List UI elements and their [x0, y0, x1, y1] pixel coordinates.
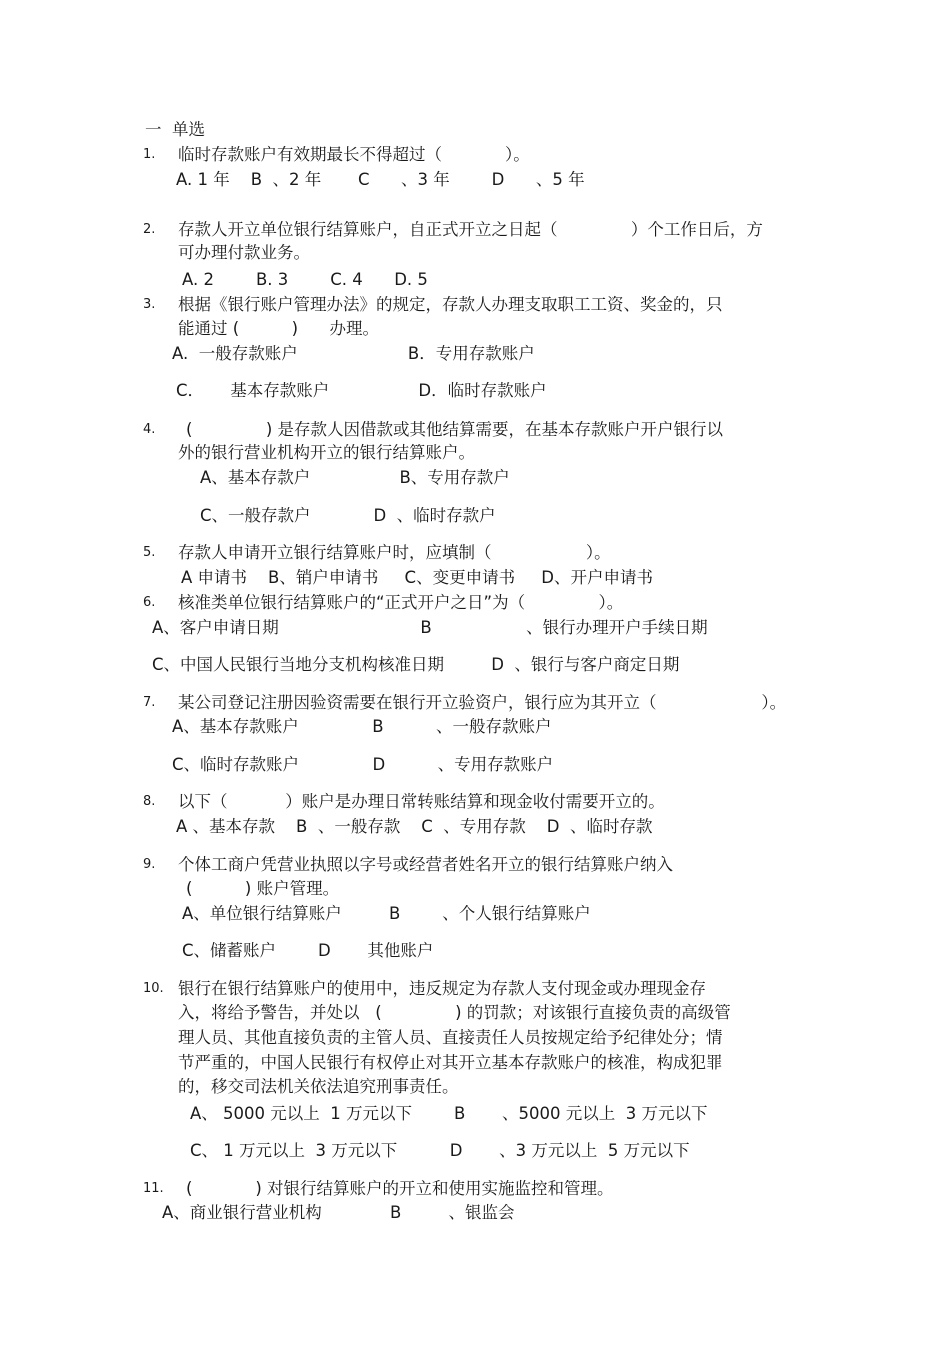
question-10-stem-line-3: 理人员、其他直接负责的主管人员、直接责任人员按规定给予纪律处分；情 — [178, 1028, 723, 1047]
question-2-stem-line-1: 存款人开立单位银行结算账户，自正式开立之日起（ ）个工作日后，方 — [178, 220, 763, 239]
question-3-stem-line-1: 根据《银行账户管理办法》的规定，存款人办理支取职工工资、奖金的，只 — [178, 295, 723, 314]
question-8-options: A 、基本存款 B 、一般存款 C 、专用存款 D 、临时存款 — [176, 817, 653, 836]
question-11-options: A、商业银行营业机构 B 、银监会 — [162, 1203, 515, 1222]
question-9-stem-line-1: 个体工商户凭营业执照以字号或经营者姓名开立的银行结算账户纳入 — [178, 855, 673, 874]
question-8-number: 8. — [143, 794, 156, 809]
question-11-stem: ( ) 对银行结算账户的开立和使用实施监控和管理。 — [186, 1179, 614, 1198]
question-1-number: 1. — [143, 147, 156, 162]
question-9-options-row-1: A、单位银行结算账户 B 、个人银行结算账户 — [182, 904, 591, 923]
question-5-stem: 存款人申请开立银行结算账户时，应填制（ ）。 — [178, 543, 611, 562]
question-9-number: 9. — [143, 857, 156, 872]
question-10-stem-line-5: 的，移交司法机关依法追究刑事责任。 — [178, 1077, 459, 1096]
question-4-number: 4. — [143, 422, 156, 437]
question-4-stem-line-2: 外的银行营业机构开立的银行结算账户。 — [178, 443, 475, 462]
question-8-stem: 以下（ ）账户是办理日常转账结算和现金收付需要开立的。 — [178, 792, 665, 811]
question-9-stem-line-2: ( ) 账户管理。 — [186, 879, 340, 898]
question-10-options-row-1: A、 5000 元以上 1 万元以下 B 、5000 元以上 3 万元以下 — [190, 1104, 708, 1123]
section-heading: 一 单选 — [145, 120, 205, 139]
question-4-options-row-2: C、一般存款户 D 、临时存款户 — [200, 506, 496, 525]
question-1-options: A. 1 年 B 、2 年 C 、3 年 D 、5 年 — [176, 170, 585, 189]
question-4-stem-line-1: ( ) 是存款人因借款或其他结算需要，在基本存款账户开户银行以 — [186, 420, 724, 439]
question-3-stem-line-2: 能通过 ( ) 办理。 — [178, 319, 380, 338]
question-6-number: 6. — [143, 595, 156, 610]
question-2-stem-line-2: 可办理付款业务。 — [178, 243, 310, 262]
question-7-number: 7. — [143, 695, 156, 710]
question-3-options-row-1: A. 一般存款账户 B．专用存款账户 — [172, 344, 535, 363]
question-6-options-row-2: C、中国人民银行当地分支机构核准日期 D 、银行与客户商定日期 — [152, 655, 680, 674]
question-2-options: A. 2 B. 3 C. 4 D. 5 — [182, 270, 428, 289]
question-10-number: 10. — [143, 981, 164, 996]
question-10-options-row-2: C、 1 万元以上 3 万元以下 D 、3 万元以上 5 万元以下 — [190, 1141, 690, 1160]
question-2-number: 2. — [143, 222, 156, 237]
question-10-stem-line-4: 节严重的，中国人民银行有权停止对其开立基本存款账户的核准，构成犯罪 — [178, 1053, 723, 1072]
question-5-options: A 申请书 B、销户申请书 C、变更申请书 D、开户申请书 — [181, 568, 654, 587]
question-6-stem: 核准类单位银行结算账户的“正式开户之日”为（ ）。 — [178, 593, 624, 612]
question-1-stem: 临时存款账户有效期最长不得超过（ ）。 — [178, 145, 530, 164]
question-10-stem-line-2: 入，将给予警告，并处以 ( ) 的罚款；对该银行直接负责的高级管 — [178, 1003, 731, 1022]
question-3-number: 3. — [143, 297, 156, 312]
question-7-options-row-1: A、基本存款账户 B 、一般存款账户 — [172, 717, 552, 736]
question-7-stem: 某公司登记注册因验资需要在银行开立验资户，银行应为其开立（ ）。 — [178, 693, 787, 712]
question-7-options-row-2: C、临时存款账户 D 、专用存款账户 — [172, 755, 554, 774]
question-11-number: 11. — [143, 1181, 164, 1196]
question-3-options-row-2: C． 基本存款账户 D．临时存款账户 — [176, 381, 547, 400]
question-5-number: 5. — [143, 545, 156, 560]
question-10-stem-line-1: 银行在银行结算账户的使用中，违反规定为存款人支付现金或办理现金存 — [178, 979, 706, 998]
question-6-options-row-1: A、客户申请日期 B 、银行办理开户手续日期 — [152, 618, 708, 637]
question-9-options-row-2: C、储蓄账户 D 其他账户 — [182, 941, 434, 960]
question-4-options-row-1: A、基本存款户 B、专用存款户 — [200, 468, 510, 487]
